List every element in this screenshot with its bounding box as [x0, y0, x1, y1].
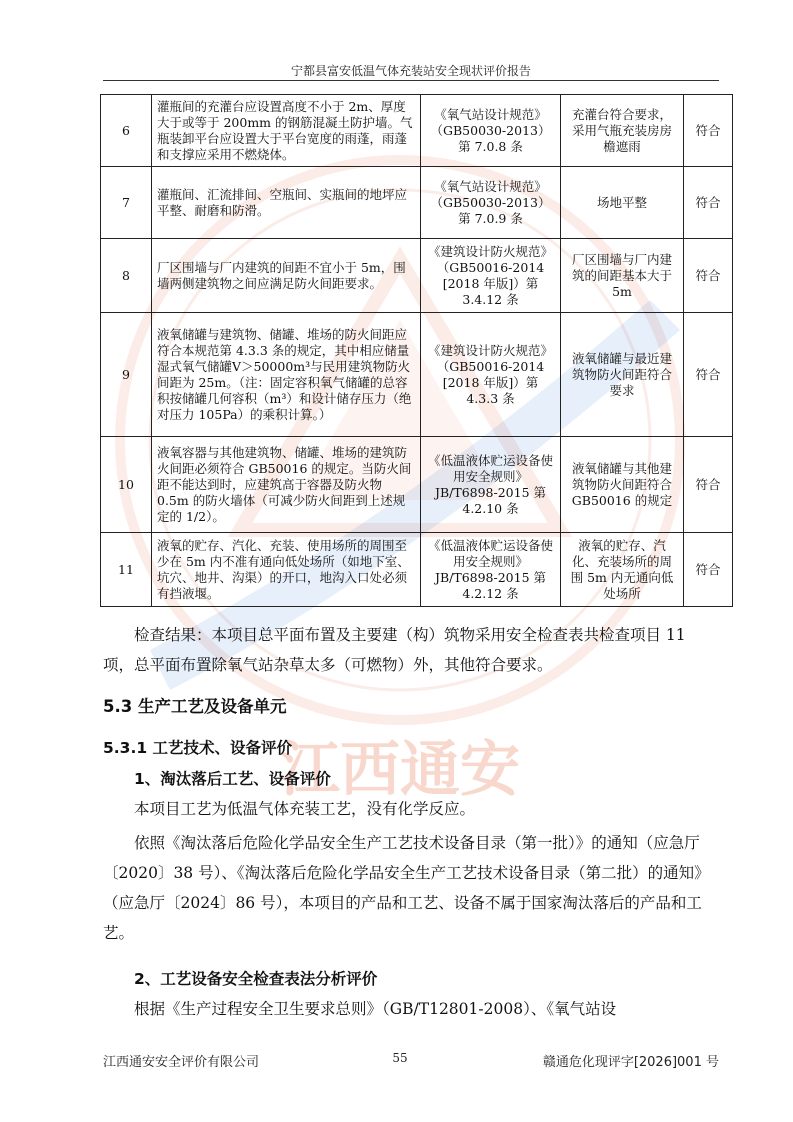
table-row [101, 239, 733, 313]
requirement-cell: 厂区围墙与厂内建筑的间距不宜小于 5m，围墙两侧建筑物之间应满足防火间距要求。 [152, 239, 421, 313]
requirement-cell: 灌瓶间、汇流排间、空瓶间、实瓶间的地坪应平整、耐磨和防滑。 [152, 167, 421, 239]
paragraph-1-text: 本项目工艺为低温气体充装工艺，没有化学反应。 [134, 800, 476, 818]
result-cell: 符合 [684, 533, 733, 607]
status-cell: 液氧储罐与其他建筑物防火间距符合 GB50016 的规定 [561, 437, 684, 533]
requirement-cell: 液氧的贮存、汽化、充装、使用场所的周围至少在 5m 内不准有通向低处场所（如地下室、坑穴、地井、沟渠）的开口，地沟入口处必须有挡液堰。 [152, 533, 421, 607]
footer-doc-number: 赣通危化现评字[2026]001 号 [542, 1055, 719, 1070]
subheading-1: 1、淘汰落后工艺、设备评价 [134, 770, 331, 788]
requirement-cell: 液氧容器与其他建筑物、储罐、堆场的建筑防火间距必须符合 GB50016 的规定。当防火间距不能达到时，应建筑高于容器及防火物 0.5m 的防火墙体（可减少防火间距到上述规定的 1/2）。 [152, 437, 421, 533]
basis-cell: 《低温液体贮运设备使用安全规则》JB/T6898-2015 第 4.2.12 条 [421, 533, 561, 607]
page-header: 宁都县富安低温气体充装站安全现状评价报告 [290, 64, 531, 78]
row-number: 8 [101, 239, 152, 313]
check-result-text: 检查结果：本项目总平面布置及主要建（构）筑物采用安全检查表共检查项目 11 项，总平面布置除氧气站杂草太多（可燃物）外，其他符合要求。 [103, 626, 686, 674]
subheading-2: 2、工艺设备安全检查表法分析评价 [134, 970, 378, 988]
status-cell: 厂区围墙与厂内建筑的间距基本大于 5m [561, 239, 684, 313]
section-heading-5-3: 5.3 生产工艺及设备单元 [103, 697, 287, 716]
table-row [101, 437, 733, 533]
basis-cell: 《氧气站设计规范》（GB50030-2013）第 7.0.8 条 [421, 95, 561, 167]
paragraph-3-text: 根据《生产过程安全卫生要求总则》（GB/T12801-2008）、《氧气站设 [134, 1000, 617, 1018]
requirement-cell: 液氧储罐与建筑物、储罐、堆场的防火间距应符合本规范第 4.3.3 条的规定，其中相应储量湿式氧气储罐V＞50000m³与民用建筑物防火间距为 25m。（注：固定容积氧气储罐的总容积按储罐几何容积（m³）和设计储存压力（绝对压力 105Pa）的乘积计算。） [152, 313, 421, 437]
paragraph-2-text: 依照《淘汰落后危险化学品安全生产工艺技术设备目录（第一批）》的通知（应急厅〔2020〕38 号）、《淘汰落后危险化学品安全生产工艺技术设备目录（第二批）的通知》（应急厅〔2024〕86 号），本项目的产品和工艺、设备不属于国家淘汰落后的产品和工艺。 [103, 834, 710, 942]
row-number: 11 [101, 533, 152, 607]
watermark-text: 江西通安 [280, 735, 520, 805]
result-cell: 符合 [684, 239, 733, 313]
status-cell: 液氧储罐与最近建筑物防火间距符合要求 [561, 313, 684, 437]
section-heading-5-3-1: 5.3.1 工艺技术、设备评价 [103, 739, 293, 757]
row-number: 10 [101, 437, 152, 533]
status-cell: 充灌台符合要求，采用气瓶充装房房檐遮雨 [561, 95, 684, 167]
basis-cell: 《建筑设计防火规范》（GB50016-2014 [2018 年版]）第 4.3.3 条 [421, 313, 561, 437]
basis-cell: 《建筑设计防火规范》（GB50016-2014 [2018 年版]）第 3.4.12 条 [421, 239, 561, 313]
status-cell: 场地平整 [561, 167, 684, 239]
check-result-paragraph [103, 620, 719, 680]
row-number: 9 [101, 313, 152, 437]
result-cell: 符合 [684, 167, 733, 239]
table-row [101, 533, 733, 607]
paragraph-3 [103, 994, 719, 1024]
paragraph-1 [103, 794, 719, 824]
status-cell: 液氧的贮存、汽化、充装场所的周围 5m 内无通向低处场所 [561, 533, 684, 607]
table-row [101, 167, 733, 239]
basis-cell: 《氧气站设计规范》（GB50030-2013）第 7.0.9 条 [421, 167, 561, 239]
footer-page-number: 55 [392, 1051, 408, 1065]
row-number: 6 [101, 95, 152, 167]
table-row [101, 313, 733, 437]
result-cell: 符合 [684, 95, 733, 167]
table-row [101, 95, 733, 167]
basis-cell: 《低温液体贮运设备使用安全规则》JB/T6898-2015 第 4.2.10 条 [421, 437, 561, 533]
safety-checklist-table [100, 94, 733, 607]
result-cell: 符合 [684, 437, 733, 533]
paragraph-2 [103, 828, 719, 948]
header-rule [103, 80, 719, 81]
row-number: 7 [101, 167, 152, 239]
requirement-cell: 灌瓶间的充灌台应设置高度不小于 2m、厚度大于或等于 200mm 的钢筋混凝土防护墙。气瓶装卸平台应设置大于平台宽度的雨蓬，雨蓬和支撑应采用不燃烧体。 [152, 95, 421, 167]
footer-company: 江西通安安全评价有限公司 [103, 1055, 260, 1070]
result-cell: 符合 [684, 313, 733, 437]
